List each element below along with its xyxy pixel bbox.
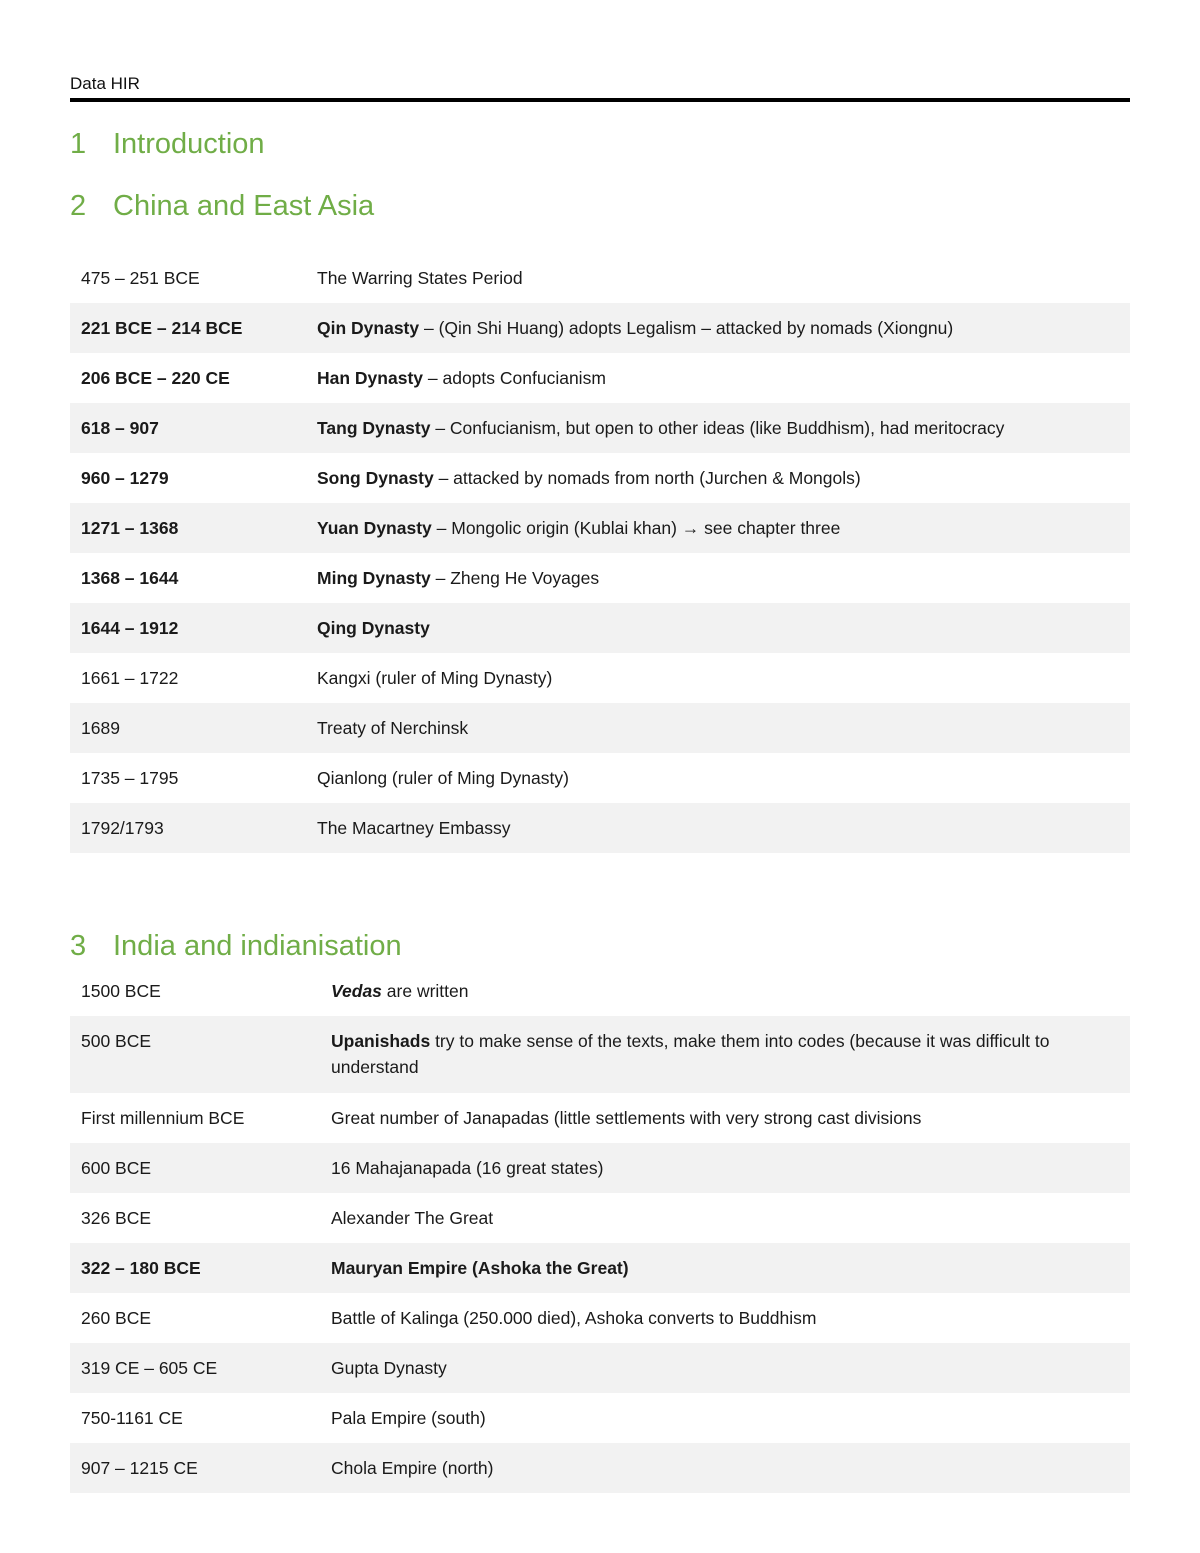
table-row [70,753,1130,803]
event-text: Chola Empire (north) [331,1458,494,1478]
china-timeline-table [70,253,1130,853]
section-title: China and East Asia [113,190,375,222]
event-text: are written [381,981,469,1001]
section-number: 1 [70,128,87,160]
event-cell [306,603,1130,653]
event-cell [306,253,1130,303]
term-name: Vedas [331,981,382,1001]
dynasty-name: Qin Dynasty [317,318,420,338]
dynasty-name: Tang Dynasty [317,418,431,438]
section-heading-india [70,930,402,963]
section-number: 3 [70,930,87,962]
header-rule [70,98,1130,102]
date-cell: 1661 – 1722 [81,668,179,688]
event-text: Treaty of Nerchinsk [317,718,469,738]
event-text: Pala Empire (south) [331,1408,486,1428]
event-text: Qianlong (ruler of Ming Dynasty) [317,768,569,788]
table-row [70,453,1130,503]
event-cell [306,453,1130,503]
date-cell: 206 BCE – 220 CE [81,368,230,388]
event-cell [306,503,1130,553]
table-row [70,553,1130,603]
table-row [70,1393,1130,1443]
date-cell: 260 BCE [81,1308,152,1328]
event-cell [320,1016,1130,1093]
table-row [70,966,1130,1016]
event-cell [320,1293,1130,1343]
event-cell [320,1343,1130,1393]
event-text: Gupta Dynasty [331,1358,447,1378]
date-cell: 600 BCE [70,1143,320,1193]
date-cell: 960 – 1279 [81,468,169,488]
date-cell: 618 – 907 [70,403,306,453]
date-cell: 1735 – 1795 [81,768,179,788]
section-number: 2 [70,190,87,222]
date-cell: 1689 [70,703,306,753]
event-cell [320,966,1130,1016]
date-cell: 1500 BCE [81,981,161,1001]
date-cell: 1644 – 1912 [70,603,306,653]
event-cell [320,1193,1130,1243]
table-row [70,303,1130,353]
event-cell [306,803,1130,853]
table-row [70,1293,1130,1343]
running-header: Data HIR [70,74,140,93]
table-row [70,253,1130,303]
event-text: – Confucianism, but open to other ideas (like Buddhism), had meritocracy [430,418,1005,438]
date-cell: 1368 – 1644 [81,568,179,588]
date-cell: 1792/1793 [70,803,306,853]
table-row [70,353,1130,403]
dynasty-name: Yuan Dynasty [317,518,432,538]
event-text: – (Qin Shi Huang) adopts Legalism – attacked by nomads (Xiongnu) [419,318,954,338]
date-cell: First millennium BCE [81,1108,245,1128]
table-row [70,503,1130,553]
table-row [70,1443,1130,1493]
term-name: Upanishads [331,1031,431,1051]
india-timeline-table [70,966,1130,1493]
event-cell [306,753,1130,803]
date-cell: 475 – 251 BCE [81,268,200,288]
date-cell: 221 BCE – 214 BCE [70,303,306,353]
event-cell [320,1393,1130,1443]
dynasty-name: Han Dynasty [317,368,424,388]
table-row [70,653,1130,703]
table-row [70,603,1130,653]
event-text: – adopts Confucianism [423,368,606,388]
event-text: 16 Mahajanapada (16 great states) [331,1158,604,1178]
table-row [70,1093,1130,1143]
event-text: – Mongolic origin (Kublai khan) → see chapter three [431,518,841,538]
section-heading-introduction [70,128,265,161]
date-cell: 319 CE – 605 CE [70,1343,320,1393]
table-row [70,803,1130,853]
event-text: The Macartney Embassy [317,818,511,838]
event-cell [306,553,1130,603]
table-row [70,1193,1130,1243]
table-row [70,703,1130,753]
event-cell [306,303,1130,353]
event-cell [320,1143,1130,1193]
event-cell [306,403,1130,453]
event-cell [320,1243,1130,1293]
section-title: India and indianisation [113,930,402,962]
table-row [70,1143,1130,1193]
event-text: Kangxi (ruler of Ming Dynasty) [317,668,553,688]
table-row [70,403,1130,453]
event-cell [306,353,1130,403]
event-cell [320,1443,1130,1493]
dynasty-name: Ming Dynasty [317,568,431,588]
event-cell [320,1093,1130,1143]
date-cell: 750-1161 CE [81,1408,183,1428]
event-text: try to make sense of the texts, make them into codes (because it was difficult to understand [331,1031,1050,1077]
event-text: Great number of Janapadas (little settlements with very strong cast divisions [331,1108,922,1128]
section-heading-china [70,190,374,223]
dynasty-name: Song Dynasty [317,468,434,488]
event-cell [306,653,1130,703]
dynasty-name: Qing Dynasty [317,618,430,638]
date-cell: 1271 – 1368 [70,503,306,553]
table-row [70,1343,1130,1393]
event-text: The Warring States Period [317,268,523,288]
date-cell: 907 – 1215 CE [70,1443,320,1493]
event-text: Battle of Kalinga (250.000 died), Ashoka converts to Buddhism [331,1308,817,1328]
term-name: Mauryan Empire (Ashoka the Great) [331,1258,629,1278]
table-row [70,1243,1130,1293]
event-text: – Zheng He Voyages [430,568,600,588]
event-text: – attacked by nomads from north (Jurchen & Mongols) [433,468,861,488]
date-cell: 500 BCE [70,1016,320,1093]
date-cell: 322 – 180 BCE [70,1243,320,1293]
event-cell [306,703,1130,753]
section-title: Introduction [113,128,265,160]
table-row [70,1016,1130,1093]
date-cell: 326 BCE [81,1208,152,1228]
event-text: Alexander The Great [331,1208,494,1228]
